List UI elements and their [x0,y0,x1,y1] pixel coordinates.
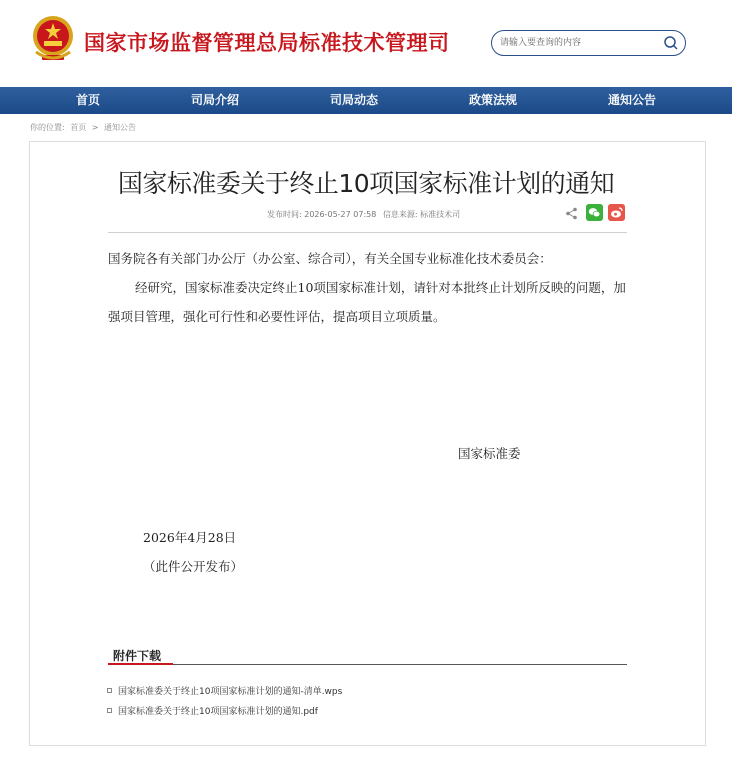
bullet-icon [107,708,112,713]
wechat-share-icon[interactable] [586,204,603,221]
search-icon[interactable] [663,35,679,51]
breadcrumb-home[interactable]: 首页 [70,123,87,132]
breadcrumb [30,122,139,133]
national-emblem-icon[interactable] [30,14,76,64]
nav-home[interactable]: 首页 [75,93,100,107]
site-title[interactable]: 国家市场监督管理总局标准技术管理司 [84,31,450,55]
body-paragraph-1: 国务院各有关部门办公厅（办公室、综合司），有关全国专业标准化技术委员会： [108,251,552,266]
attachment-link[interactable] [107,684,342,697]
attachments-heading-underline [108,663,173,665]
attachment-filename[interactable]: 国家标准委关于终止10项国家标准计划的通知-清单.wps [118,687,343,697]
search-input[interactable] [500,35,660,51]
site-header [0,0,732,87]
attachment-link[interactable] [107,704,318,717]
info-source: 信息来源: 标准技术司 [382,210,461,219]
attachments-heading: 附件下载 [113,649,162,663]
breadcrumb-prefix: 你的位置: [30,123,65,132]
nav-policy[interactable]: 政策法规 [468,93,517,107]
main-nav [0,87,732,114]
weibo-share-icon[interactable] [608,204,625,221]
title-divider [108,232,627,233]
nav-about[interactable]: 司局介绍 [190,93,239,107]
issuer-signature: 国家标准委 [458,446,521,461]
nav-notices[interactable]: 通知公告 [607,93,656,107]
publication-note: （此件公开发布） [143,559,244,574]
share-icon[interactable] [565,207,578,220]
issue-date: 2026年4月28日 [143,530,237,545]
breadcrumb-current[interactable]: 通知公告 [104,123,137,132]
breadcrumb-separator: > [91,123,99,132]
bullet-icon [107,688,112,693]
attachment-filename[interactable]: 国家标准委关于终止10项国家标准计划的通知.pdf [118,707,318,717]
publish-time: 发布时间: 2026-05-27 07:58 [267,210,377,219]
article-meta [267,209,464,220]
search-box [491,30,686,56]
attachments-divider [108,664,627,665]
article-title: 国家标准委关于终止10项国家标准计划的通知 [117,169,615,198]
body-paragraph-2: 经研究，国家标准委决定终止10项国家标准计划，请针对本批终止计划所反映的问题，加强项目管理，强化可行性和必要性评估，提高项目立项质量。 [108,280,626,324]
nav-news[interactable]: 司局动态 [329,93,378,107]
